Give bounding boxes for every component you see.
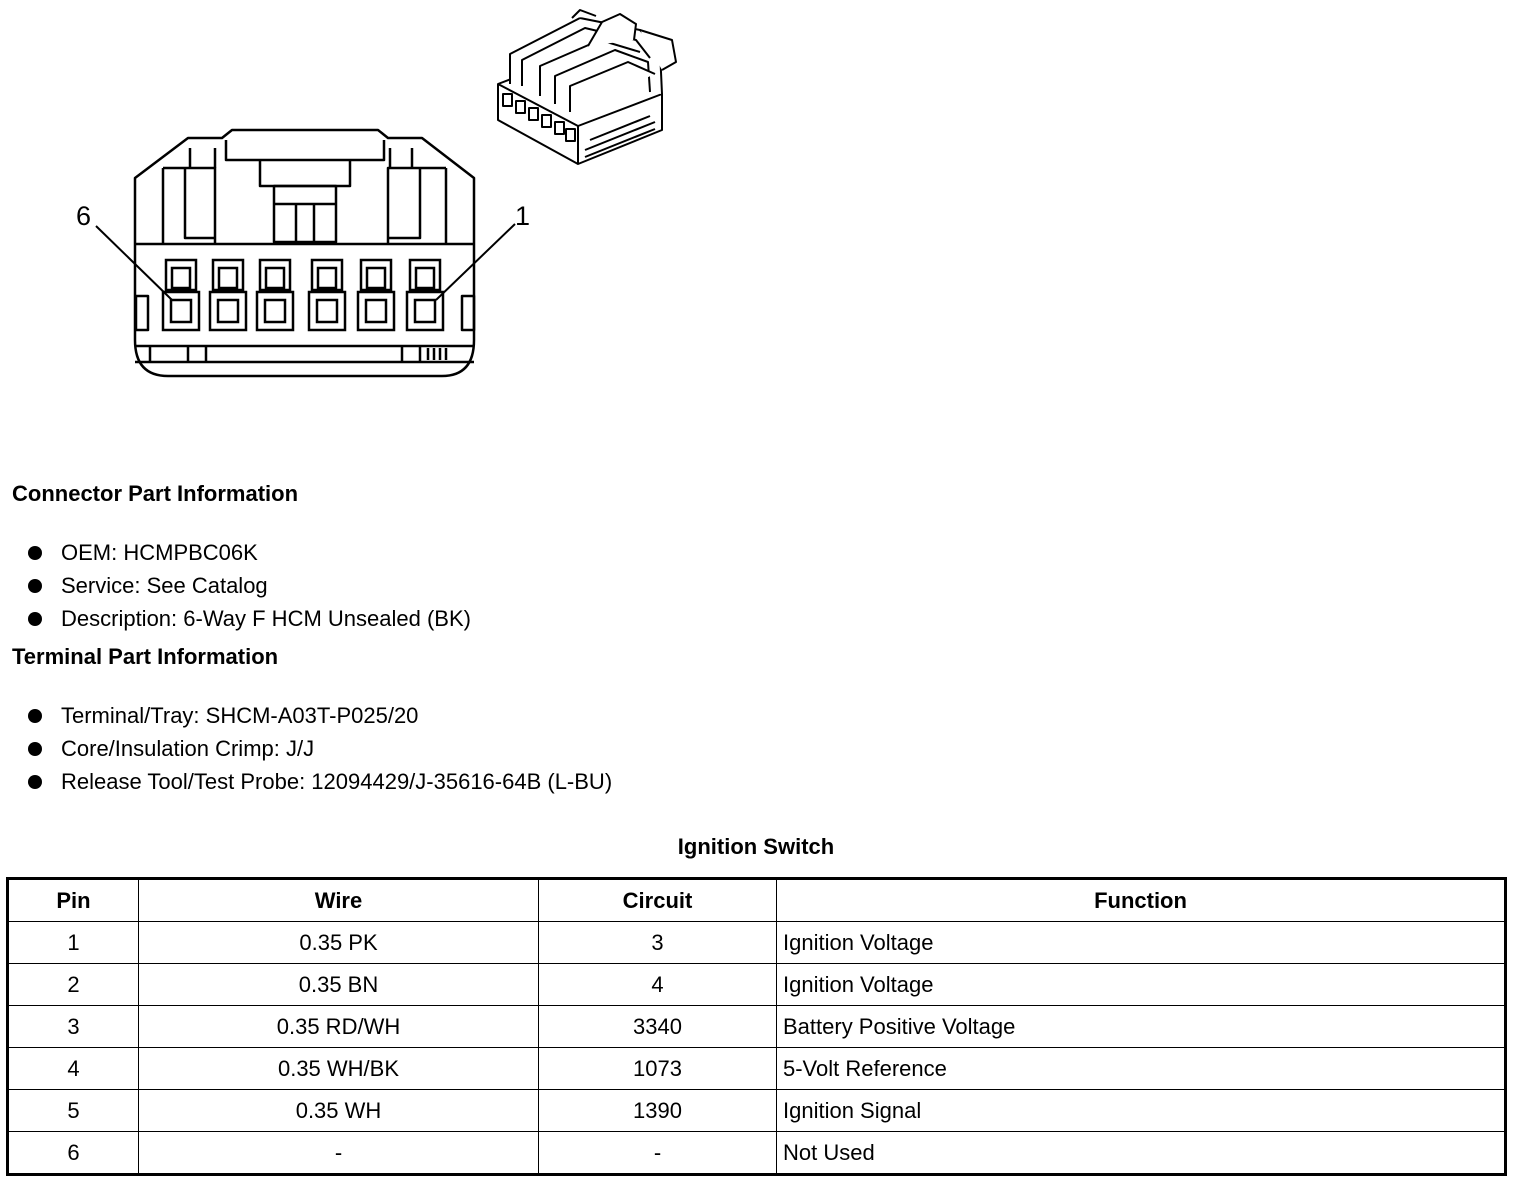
cell-pin: 6 xyxy=(8,1132,139,1175)
list-item: Terminal/Tray: SHCM-A03T-P025/20 xyxy=(28,699,612,732)
cell-pin: 4 xyxy=(8,1048,139,1090)
cavity-2 xyxy=(358,260,394,330)
table-title: Ignition Switch xyxy=(677,834,835,859)
list-item: OEM: HCMPBC06K xyxy=(28,536,471,569)
cavity-4 xyxy=(257,260,293,330)
cell-pin: 5 xyxy=(8,1090,139,1132)
cell-function: Ignition Voltage xyxy=(777,964,1506,1006)
table-row xyxy=(8,964,1506,1006)
cell-wire: 0.35 WH/BK xyxy=(139,1048,539,1090)
cavity-5 xyxy=(210,260,246,330)
pin-1-leader xyxy=(436,224,515,300)
bullet-icon xyxy=(28,709,42,723)
cavity-6 xyxy=(163,260,199,330)
cell-function: Ignition Signal xyxy=(777,1090,1506,1132)
list-item: Core/Insulation Crimp: J/J xyxy=(28,732,612,765)
list-item: Service: See Catalog xyxy=(28,569,471,602)
cell-circuit: 1390 xyxy=(539,1090,777,1132)
pin-6-label: 6 xyxy=(76,201,92,231)
cell-wire: 0.35 WH xyxy=(139,1090,539,1132)
cell-circuit: 3340 xyxy=(539,1006,777,1048)
cavity-1 xyxy=(407,260,443,330)
bullet-icon xyxy=(28,742,42,756)
cell-function: Not Used xyxy=(777,1132,1506,1175)
table-header-row xyxy=(8,879,1506,922)
terminal-part-info-list xyxy=(28,699,612,798)
list-item: Release Tool/Test Probe: 12094429/J-35616-64B (L-BU) xyxy=(28,765,612,798)
cell-wire: - xyxy=(139,1132,539,1175)
table-row xyxy=(8,1048,1506,1090)
cell-function: Battery Positive Voltage xyxy=(777,1006,1506,1048)
bullet-icon xyxy=(28,546,42,560)
connector-diagram xyxy=(0,0,760,420)
table-row xyxy=(8,1132,1506,1175)
bullet-icon xyxy=(28,612,42,626)
cavity-3 xyxy=(309,260,345,330)
cell-circuit: 4 xyxy=(539,964,777,1006)
cell-wire: 0.35 BN xyxy=(139,964,539,1006)
cell-circuit: 1073 xyxy=(539,1048,777,1090)
cell-circuit: 3 xyxy=(539,922,777,964)
column-header-wire: Wire xyxy=(139,879,539,922)
bullet-icon xyxy=(28,579,42,593)
cell-function: 5-Volt Reference xyxy=(777,1048,1506,1090)
connector-cavities xyxy=(163,260,443,330)
cell-pin: 3 xyxy=(8,1006,139,1048)
connector-part-info-list xyxy=(28,536,471,635)
connector-part-info-heading: Connector Part Information xyxy=(12,481,299,506)
connector-front-drawing xyxy=(135,130,474,376)
connector-isometric-drawing xyxy=(498,10,676,164)
cell-function: Ignition Voltage xyxy=(777,922,1506,964)
pinout-table xyxy=(6,877,1507,1176)
cell-pin: 1 xyxy=(8,922,139,964)
list-item: Description: 6-Way F HCM Unsealed (BK) xyxy=(28,602,471,635)
cell-wire: 0.35 RD/WH xyxy=(139,1006,539,1048)
column-header-function: Function xyxy=(777,879,1506,922)
table-row xyxy=(8,1090,1506,1132)
cell-wire: 0.35 PK xyxy=(139,922,539,964)
cell-pin: 2 xyxy=(8,964,139,1006)
cell-circuit: - xyxy=(539,1132,777,1175)
table-row xyxy=(8,922,1506,964)
bullet-icon xyxy=(28,775,42,789)
pin-1-label: 1 xyxy=(515,201,531,231)
column-header-circuit: Circuit xyxy=(539,879,777,922)
terminal-part-info-heading: Terminal Part Information xyxy=(12,644,279,669)
column-header-pin: Pin xyxy=(8,879,139,922)
table-row xyxy=(8,1006,1506,1048)
